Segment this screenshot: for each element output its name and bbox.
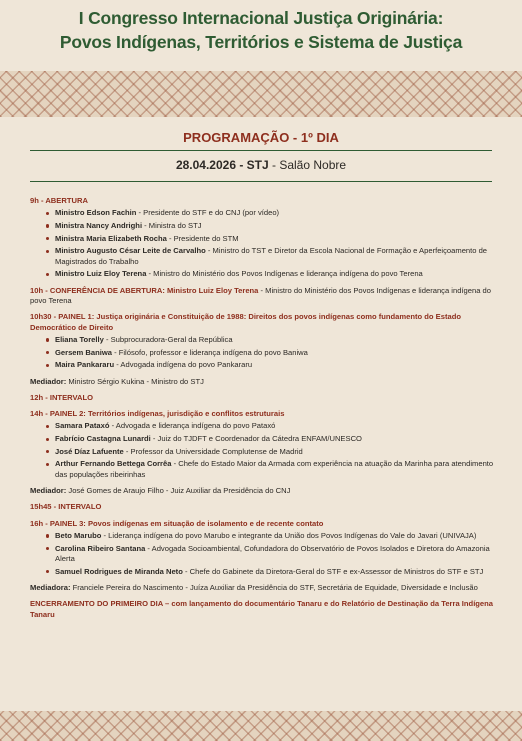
speaker-item: [30, 221, 494, 231]
speaker-name: Carolina Ribeiro Santana: [55, 543, 146, 553]
event-title-line2: Povos Indígenas, Territórios e Sistema de Justiça: [59, 32, 463, 52]
session-heading: 16h - PAINEL 3:: [30, 518, 86, 528]
speaker-item: [30, 544, 494, 565]
speaker-item: [30, 335, 494, 345]
speaker-role: - Presidente do STF e do CNJ (por vídeo): [136, 208, 280, 218]
mediator-line: [30, 583, 494, 593]
speaker-item: [30, 208, 494, 218]
speaker-role: - Ministro do Ministério dos Povos Indígenas e liderança indígena do povo Terena: [146, 269, 423, 279]
session-painel-3: [30, 519, 494, 577]
speaker-role: - Juiz do TJDFT e Coordenador da Cátedra ENFAM/UNESCO: [150, 434, 362, 444]
indigenous-pattern-band-top: [0, 71, 522, 117]
speaker-name: Samuel Rodrigues de Miranda Neto: [55, 566, 183, 576]
panel-title: Territórios indígenas, jurisdição e conflitos estruturais: [85, 409, 285, 419]
session-conferencia: [30, 286, 494, 307]
speaker-name: Gersem Baniwa: [55, 347, 112, 357]
speaker-item: [30, 459, 494, 480]
session-painel-2: [30, 409, 494, 480]
speaker-item: [30, 421, 494, 431]
speaker-role: - Ministra do STJ: [142, 220, 202, 230]
speaker-item: [30, 567, 494, 577]
speaker-role: - Advogada indígena do povo Pankararu: [114, 360, 253, 370]
speaker-name: Ministro Edson Fachin: [55, 208, 137, 218]
speaker-role: - Advogada Socioambiental, Cofundadora do Observatório de Povos Isolados e Diretora do Amazonia Alerta: [55, 543, 490, 563]
program-date-venue: 28.04.2026 - STJ: [175, 158, 269, 172]
speaker-name: Beto Marubo: [55, 530, 102, 540]
speaker-item: [30, 447, 494, 457]
speaker-role: - Ministro do TST e Diretor da Escola Nacional de Formação e Aperfeiçoamento de Magistrados do Trabalho: [55, 246, 488, 266]
speaker-role: - Filósofo, professor e liderança indígena do povo Baniwa: [111, 347, 308, 357]
speaker-role: - Chefe do Gabinete da Diretora-Geral do STF e ex-Assessor de Ministros do STF e STJ: [182, 566, 484, 576]
speaker-item: [30, 246, 494, 267]
mediator-name: Ministro Sérgio Kukina - Ministro do STJ: [66, 376, 204, 386]
speaker-list: [30, 208, 494, 279]
speaker-name: Ministra Nancy Andrighi: [55, 220, 143, 230]
program-title: PROGRAMAÇÃO - 1º DIA: [183, 130, 339, 145]
speaker-name: Ministro Augusto César Leite de Carvalho: [55, 246, 206, 256]
program-room: - Salão Nobre: [268, 158, 347, 172]
session-painel-1: [30, 312, 494, 370]
session-heading: 9h - ABERTURA: [30, 196, 88, 205]
speaker-name: Maira Pankararu: [55, 360, 115, 370]
mediator-name: José Gomes de Araujo Filho - Juiz Auxiliar da Presidência do CNJ: [66, 486, 291, 496]
mediator-label: Mediadora:: [30, 582, 71, 592]
session-heading: 14h - PAINEL 2:: [30, 409, 86, 419]
speaker-role: - Advogada e liderança indígena do povo Pataxó: [109, 421, 276, 431]
closing-description: – com lançamento do documentário Tanaru e do Relatório de Destinação da Terra Indígena Tanaru: [30, 599, 494, 619]
break-heading: 15h45 - INTERVALO: [30, 502, 102, 512]
speaker-item: [30, 348, 494, 358]
speaker-name: Fabrício Castagna Lunardi: [55, 434, 151, 444]
session-abertura: [30, 196, 494, 280]
session-heading: 10h30 - PAINEL 1:: [30, 312, 95, 322]
speaker-role: - Presidente do STM: [166, 233, 239, 243]
session-heading: 10h - CONFERÊNCIA DE ABERTURA:: [30, 285, 165, 295]
speaker-name: Samara Pataxó: [55, 421, 110, 431]
speaker-list: [30, 531, 494, 577]
speaker-role: - Ministro do Ministério dos Povos Indígenas e liderança indígena do povo Terena: [30, 285, 491, 305]
speaker-item: [30, 269, 494, 279]
speaker-role: - Professor da Universidade Complutense de Madrid: [123, 446, 303, 456]
speaker-item: [30, 360, 494, 370]
schedule: [30, 196, 494, 626]
session-encerramento: [30, 599, 494, 620]
speaker-list: [30, 335, 494, 371]
panel-title: Justiça originária e Constituição de 1988: Direitos dos povos indígenas como fundamento do Estado Democrático de Direito: [30, 312, 461, 332]
mediator-label: Mediador:: [30, 376, 67, 386]
divider-line: [30, 150, 492, 151]
event-title: [0, 6, 522, 54]
panel-title: Povos indígenas em situação de isolamento e de recente contato: [85, 518, 324, 528]
speaker-name: Arthur Fernando Bettega Corrêa: [55, 459, 172, 469]
speaker-item: [30, 434, 494, 444]
speaker-name: Ministra Maria Elizabeth Rocha: [55, 233, 167, 243]
speaker-item: [30, 234, 494, 244]
speaker-name: Ministro Luiz Eloy Terena: [55, 269, 147, 279]
program-date: [0, 158, 522, 172]
speaker-item: [30, 531, 494, 541]
speaker-name: Ministro Luiz Eloy Terena: [164, 285, 259, 295]
mediator-line: [30, 377, 494, 387]
mediator-line: [30, 486, 494, 496]
speaker-role: - Subprocuradora-Geral da República: [103, 334, 233, 344]
speaker-name: Eliana Torelly: [55, 334, 104, 344]
speaker-list: [30, 421, 494, 480]
divider-line: [30, 181, 492, 182]
mediator-name: Franciele Pereira do Nascimento - Juíza Auxiliar da Presidência do STF, Secretária de Equidade, Diversidade e Inclusão: [70, 582, 478, 592]
break-heading: 12h - INTERVALO: [30, 392, 94, 402]
indigenous-pattern-band-bottom: [0, 711, 522, 741]
speaker-role: - Liderança indígena do povo Marubo e integrante da União dos Povos Indígenas do Vale do Javari (UNIVAJA): [101, 530, 477, 540]
session-heading: ENCERRAMENTO DO PRIMEIRO DIA: [30, 599, 163, 609]
event-title-line1: I Congresso Internacional Justiça Originária:: [78, 8, 444, 28]
mediator-label: Mediador:: [30, 486, 67, 496]
speaker-role: - Chefe do Estado Maior da Armada com experiência na atuação da Marinha para atendimento das populações ribeirinhas: [55, 459, 494, 479]
speaker-name: José Díaz Lafuente: [55, 446, 124, 456]
